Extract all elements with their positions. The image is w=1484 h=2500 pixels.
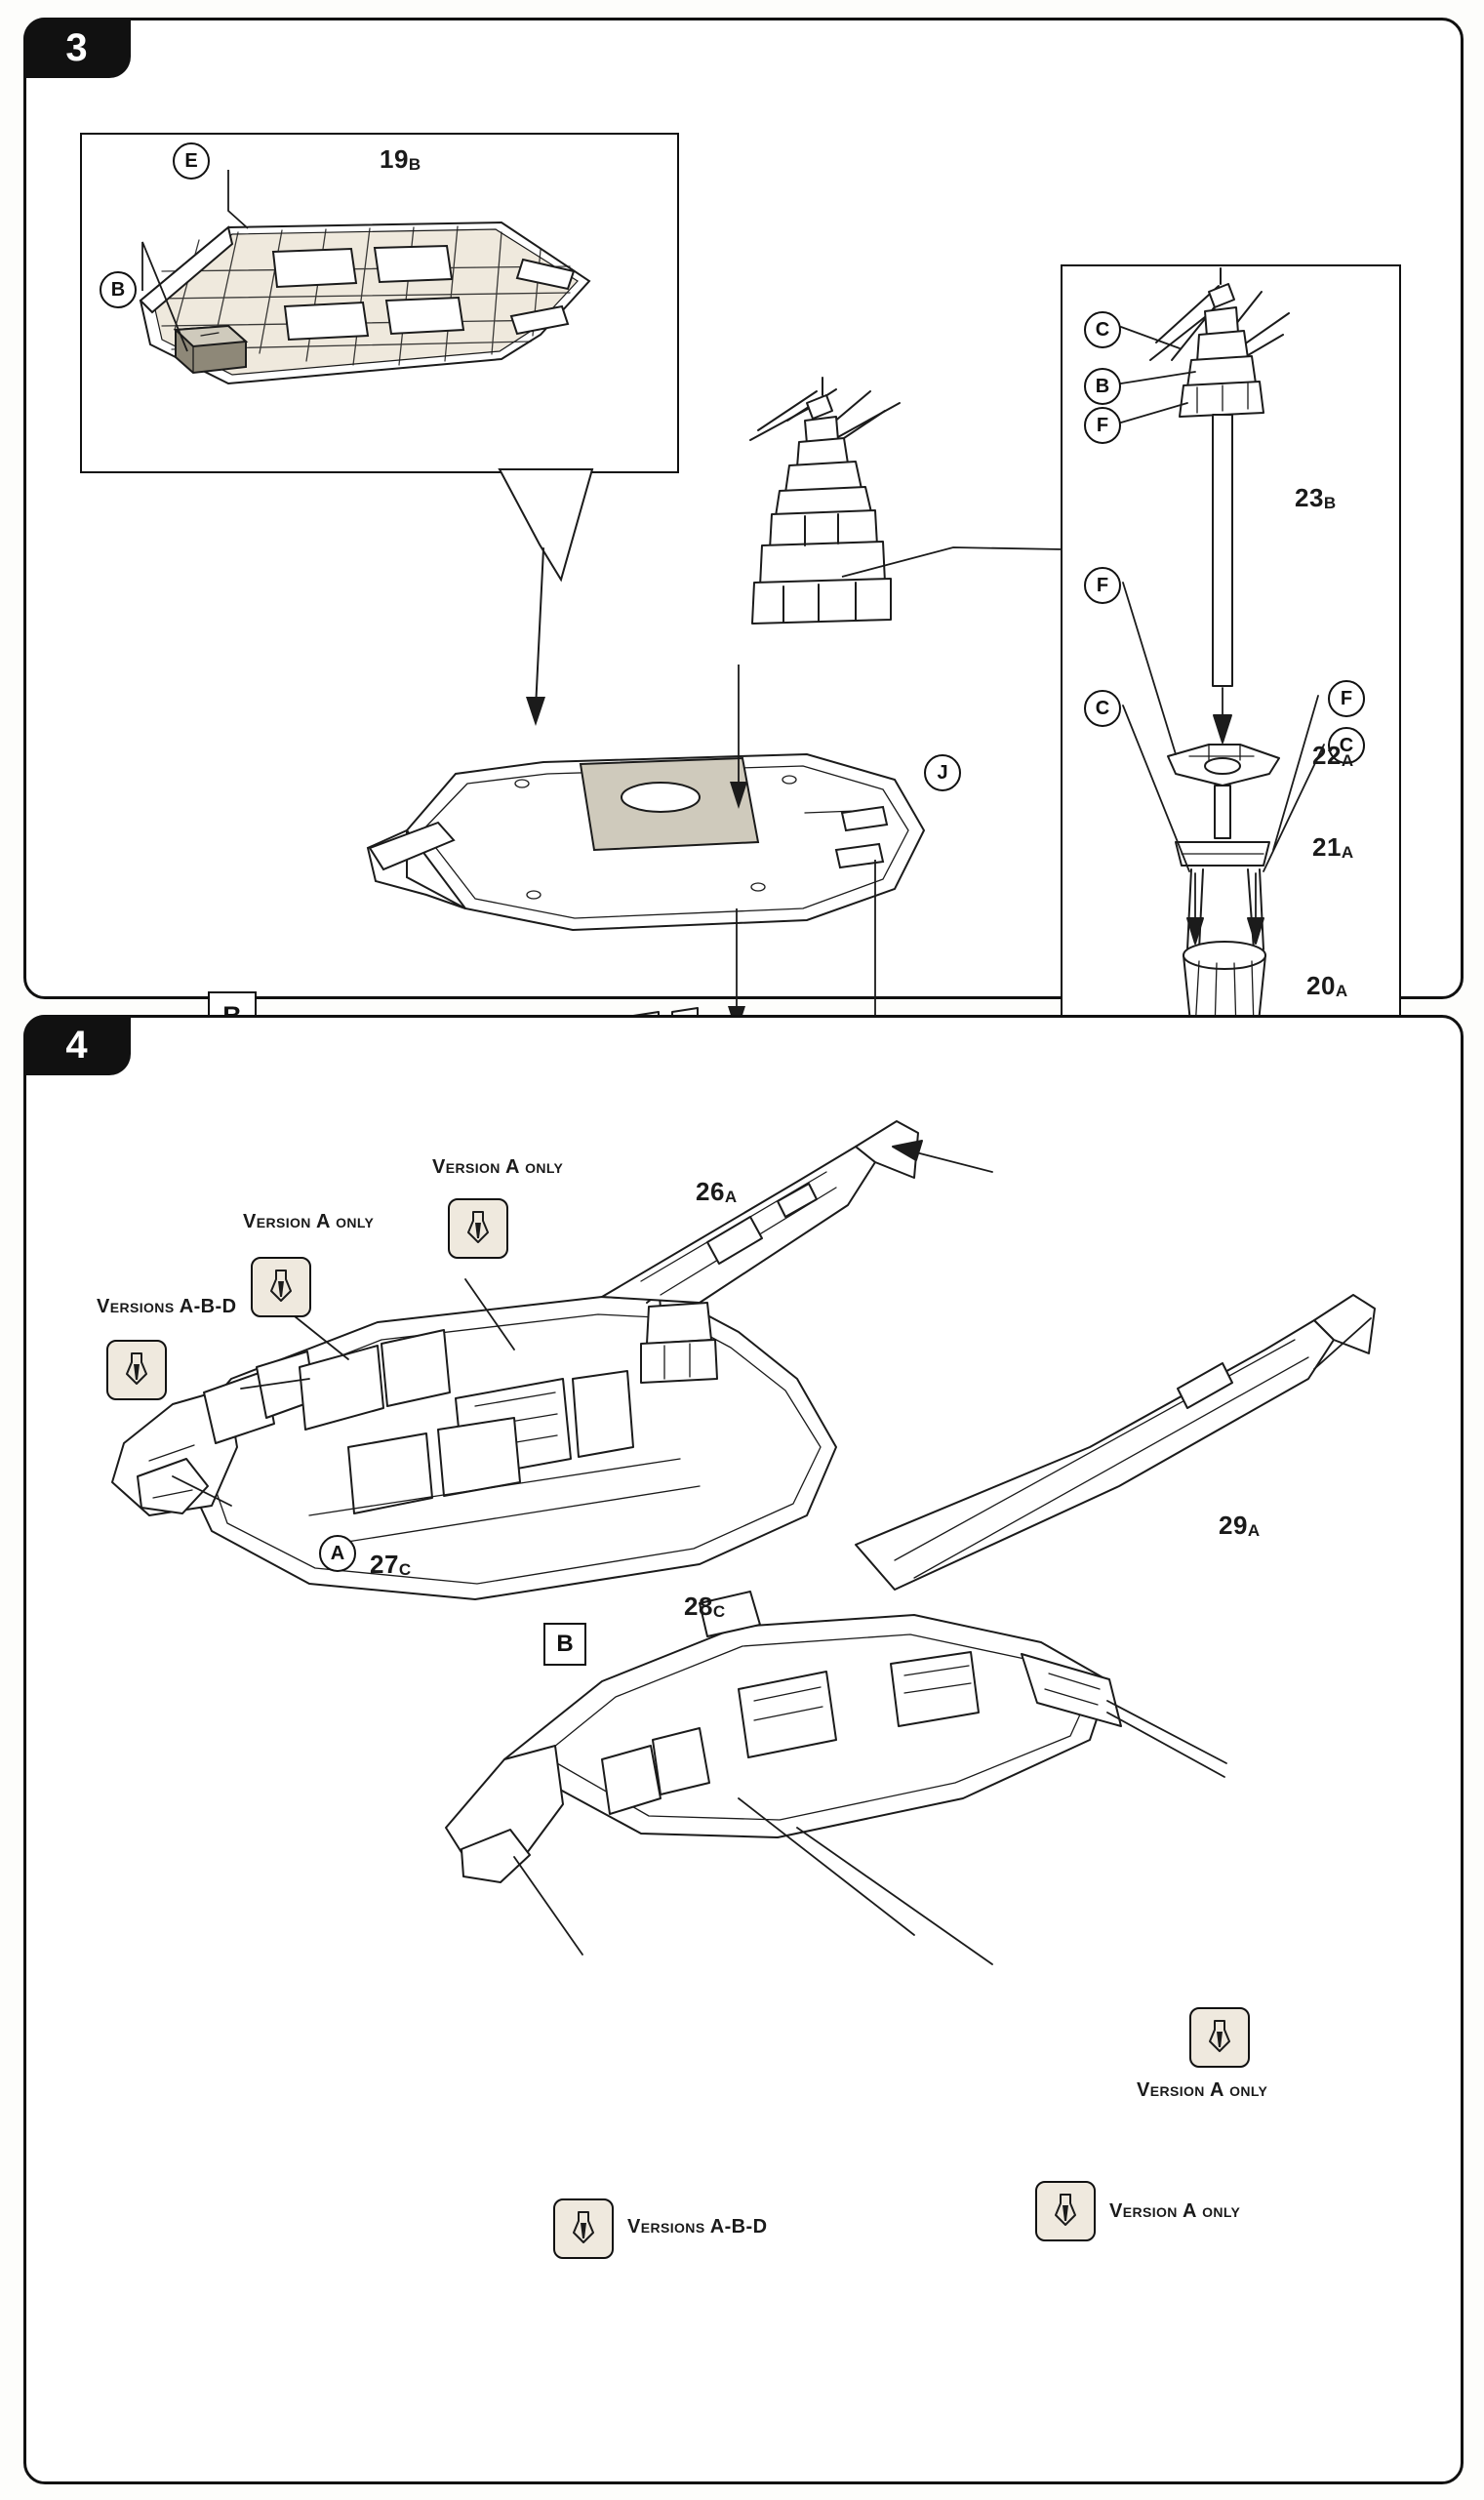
part-label-22a: $22_A$ [1312, 741, 1354, 770]
callout-f-lower: F [1328, 680, 1365, 717]
callout-b-swash: B [1084, 368, 1121, 405]
cement-applicator-icon [264, 1268, 298, 1307]
cement-icon-box-6 [1035, 2181, 1096, 2241]
callout-f-swasharm: F [1084, 567, 1121, 604]
part-label-20a: $20_A$ [1306, 971, 1348, 1000]
part-label-19b: $19_B$ [380, 144, 421, 174]
cement-applicator-icon [1203, 2018, 1236, 2057]
step-3-number: 3 [23, 18, 131, 78]
cement-icon-box-5 [553, 2198, 614, 2259]
version-note-5: Versions A-B-D [627, 2216, 768, 2238]
version-note-3: Version A only [432, 1156, 564, 1178]
cement-applicator-icon [1049, 2192, 1082, 2231]
version-note-6: Version A only [1109, 2200, 1241, 2222]
part-label-21a: $21_A$ [1312, 832, 1354, 862]
step-4-number: 4 [23, 1015, 131, 1075]
version-note-2: Version A only [243, 1211, 375, 1232]
cement-icon-box-2 [251, 1257, 311, 1317]
callout-j: J [924, 754, 961, 791]
cement-applicator-icon [461, 1209, 495, 1248]
cement-icon-box-1 [106, 1340, 167, 1400]
part-label-26a: $26_A$ [696, 1177, 738, 1206]
callout-b: B [100, 271, 137, 308]
callout-e: E [173, 142, 210, 180]
callout-a-step4: A [319, 1535, 356, 1572]
floor-panel-drawing [82, 135, 673, 467]
version-note-4: Version A only [1137, 2079, 1268, 2101]
part-label-27c: $27_C$ [370, 1550, 412, 1579]
cement-applicator-icon [120, 1351, 153, 1390]
step-4-panel [23, 1015, 1464, 2484]
floor-panel-detail-inset [80, 133, 679, 473]
rotor-to-inset-leader [836, 538, 1070, 635]
cement-icon-box-4 [1189, 2007, 1250, 2068]
version-note-1: Versions A-B-D [97, 1296, 237, 1317]
part-label-28c: $28_C$ [684, 1592, 726, 1621]
part-label-23b: $23_B$ [1295, 483, 1337, 512]
callout-f-collar: F [1084, 407, 1121, 444]
cement-applicator-icon [567, 2209, 600, 2248]
cement-icon-box-3 [448, 1198, 508, 1259]
step-3-panel [23, 18, 1464, 999]
callout-c-rod-right: C [1328, 727, 1365, 764]
part-label-29a: $29_A$ [1219, 1511, 1261, 1540]
callout-c-rod-left: C [1084, 690, 1121, 727]
label-assembly-b-step4: B [543, 1623, 586, 1666]
callout-c-top: C [1084, 311, 1121, 348]
